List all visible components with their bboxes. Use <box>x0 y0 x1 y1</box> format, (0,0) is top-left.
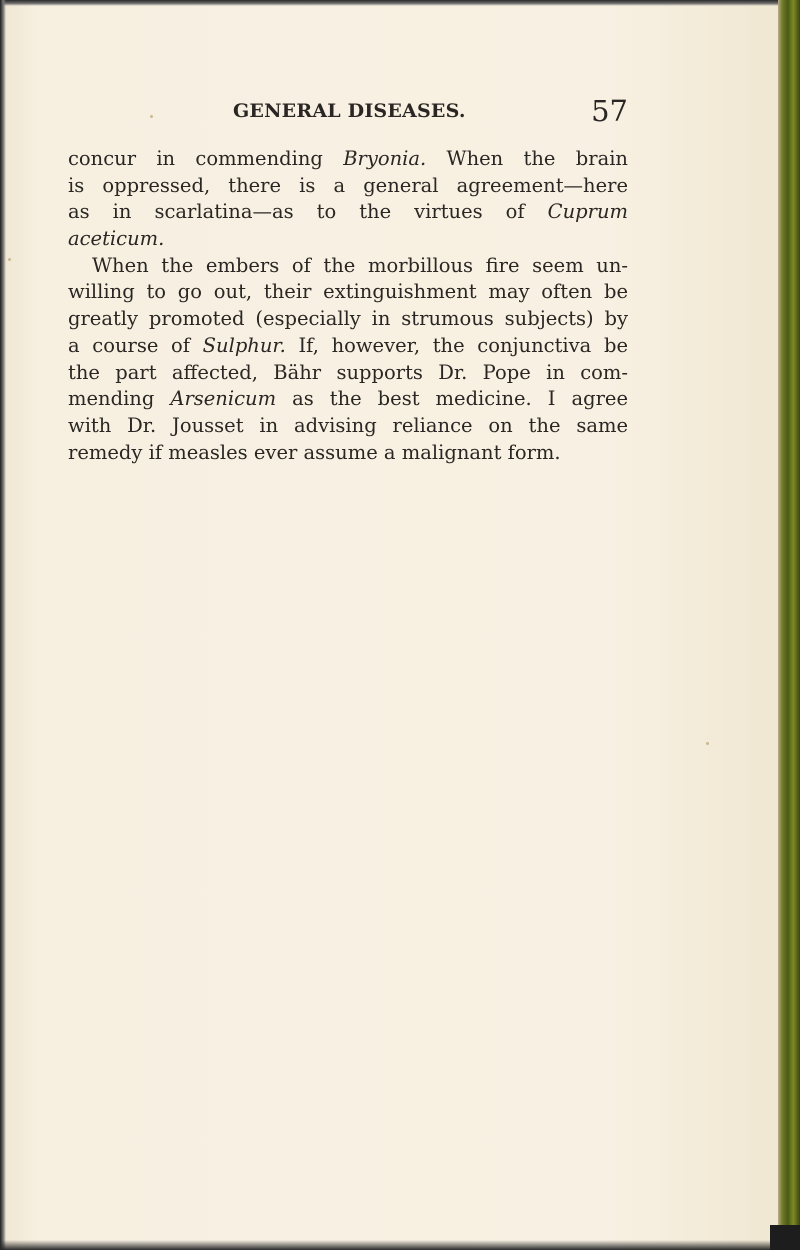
line-italic-text: aceticum. <box>68 227 165 251</box>
line-text: as the best medicine. I agree <box>276 387 628 411</box>
top-edge-shadow <box>0 0 800 6</box>
text-line <box>68 386 628 413</box>
line-text: When the embers of the morbillous fire seem un- <box>92 253 628 277</box>
text-line <box>68 199 628 226</box>
running-head: GENERAL DISEASES. <box>233 100 466 122</box>
paper-speck <box>8 258 11 261</box>
line-text: with Dr. Jousset in advising reliance on the same <box>68 413 628 437</box>
line-italic-text: Sulphur. <box>202 333 286 357</box>
body-text <box>68 146 628 466</box>
text-line <box>68 440 628 467</box>
page-number: 57 <box>591 94 628 128</box>
bottom-edge-shadow <box>0 1240 800 1250</box>
text-line <box>68 146 628 173</box>
line-italic-text: Bryonia. <box>343 147 427 170</box>
text-line <box>68 333 628 360</box>
text-line <box>68 306 628 333</box>
text-line <box>68 253 628 280</box>
text-line <box>68 226 628 253</box>
text-line <box>68 173 628 200</box>
line-text: greatly promoted (especially in strumous subjects) by <box>68 307 628 331</box>
gilt-page-edge <box>778 0 800 1250</box>
page-edge-corner <box>770 1225 800 1250</box>
line-text: When the brain <box>426 147 628 170</box>
line-italic-text: Arsenicum <box>170 387 277 411</box>
line-text: If, however, the conjunctiva be <box>285 333 628 357</box>
line-text: as in scarlatina—as to the virtues of <box>68 200 548 224</box>
text-line <box>68 279 628 306</box>
paper-speck <box>706 742 709 745</box>
line-text: a course of <box>68 333 203 357</box>
paper-speck <box>150 115 153 118</box>
line-text: remedy if measles ever assume a malignant form. <box>68 440 561 464</box>
line-text: mending <box>68 387 171 411</box>
line-text: concur in commending <box>68 147 344 170</box>
page-header <box>233 94 628 134</box>
text-line <box>68 413 628 440</box>
line-text: willing to go out, their extinguishment may often be <box>68 280 628 304</box>
text-line <box>68 360 628 387</box>
left-binding-edge <box>0 0 6 1250</box>
line-text: the part affected, Bähr supports Dr. Pope in com- <box>68 360 628 384</box>
line-italic-text: Cuprum <box>547 200 628 224</box>
line-text: is oppressed, there is a general agreement—here <box>68 173 628 197</box>
